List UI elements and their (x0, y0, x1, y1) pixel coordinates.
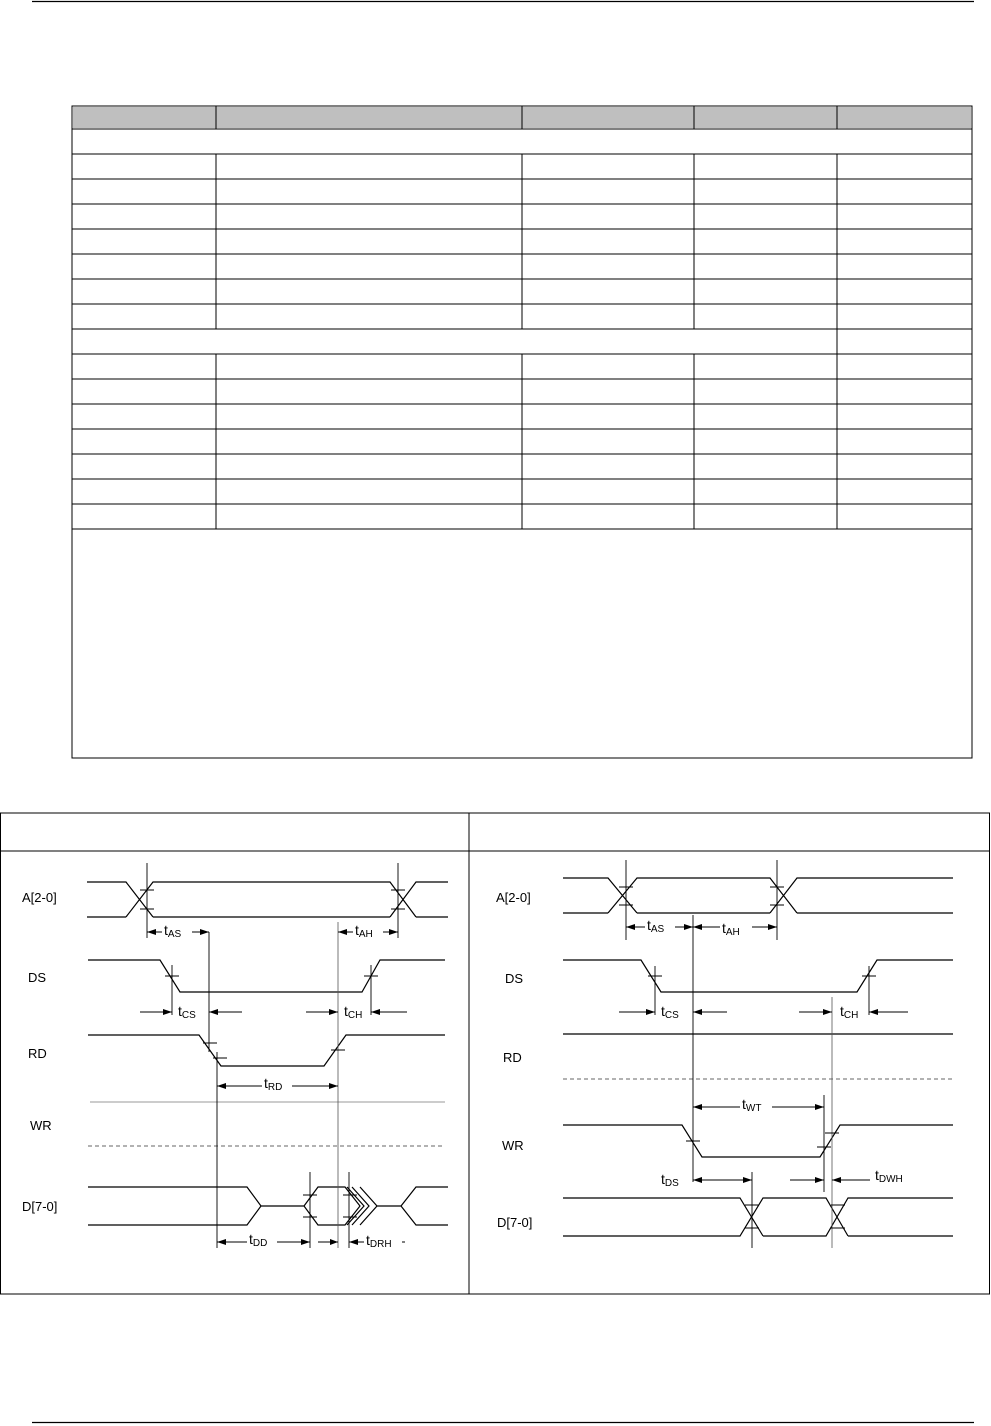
write-t-ah-label: tAH (722, 920, 740, 938)
write-addr-waveform-top (563, 878, 953, 913)
write-t-as-label: tAS (647, 917, 665, 935)
read-t-cs-label: tCS (178, 1003, 196, 1021)
read-addr-waveform-top (87, 882, 448, 917)
write-t-ds-label: tDS (661, 1171, 679, 1189)
write-signal-label-addr: A[2-0] (496, 890, 531, 905)
write-data-waveform (563, 1198, 953, 1236)
write-ds-waveform (563, 960, 953, 992)
read-timing-diagram (22, 863, 448, 1250)
read-t-ch-label: tCH (344, 1003, 363, 1021)
read-data-waveform (88, 1187, 448, 1225)
read-signal-label-addr: A[2-0] (22, 890, 57, 905)
write-signal-label-data: D[7-0] (497, 1215, 533, 1230)
read-t-dd-label: tDD (249, 1231, 268, 1249)
write-signal-label-wr: WR (502, 1138, 524, 1153)
write-wr-waveform (563, 1125, 953, 1157)
read-signal-label-data: D[7-0] (22, 1199, 58, 1214)
read-t-drh-label: tDRH (366, 1232, 392, 1250)
read-t-as-label: tAS (164, 922, 182, 940)
read-t-ah-label: tAH (355, 922, 373, 940)
write-signal-label-rd: RD (503, 1050, 522, 1065)
read-rd-waveform (88, 1035, 445, 1066)
read-signal-label-wr: WR (30, 1118, 52, 1133)
read-signal-label-ds: DS (28, 970, 47, 985)
diagram-frame (0, 813, 990, 1294)
read-signal-label-rd: RD (28, 1046, 47, 1061)
write-t-ch-label: tCH (840, 1003, 859, 1021)
write-signal-label-ds: DS (505, 971, 524, 986)
read-ds-waveform (88, 960, 445, 992)
write-timing-diagram (496, 860, 953, 1248)
read-t-rd-label: tRD (264, 1075, 283, 1093)
write-t-cs-label: tCS (661, 1003, 679, 1021)
write-t-dwh-label: tDWH (875, 1167, 903, 1185)
write-t-wt-label: tWT (742, 1096, 762, 1114)
timing-parameter-table (72, 106, 972, 758)
